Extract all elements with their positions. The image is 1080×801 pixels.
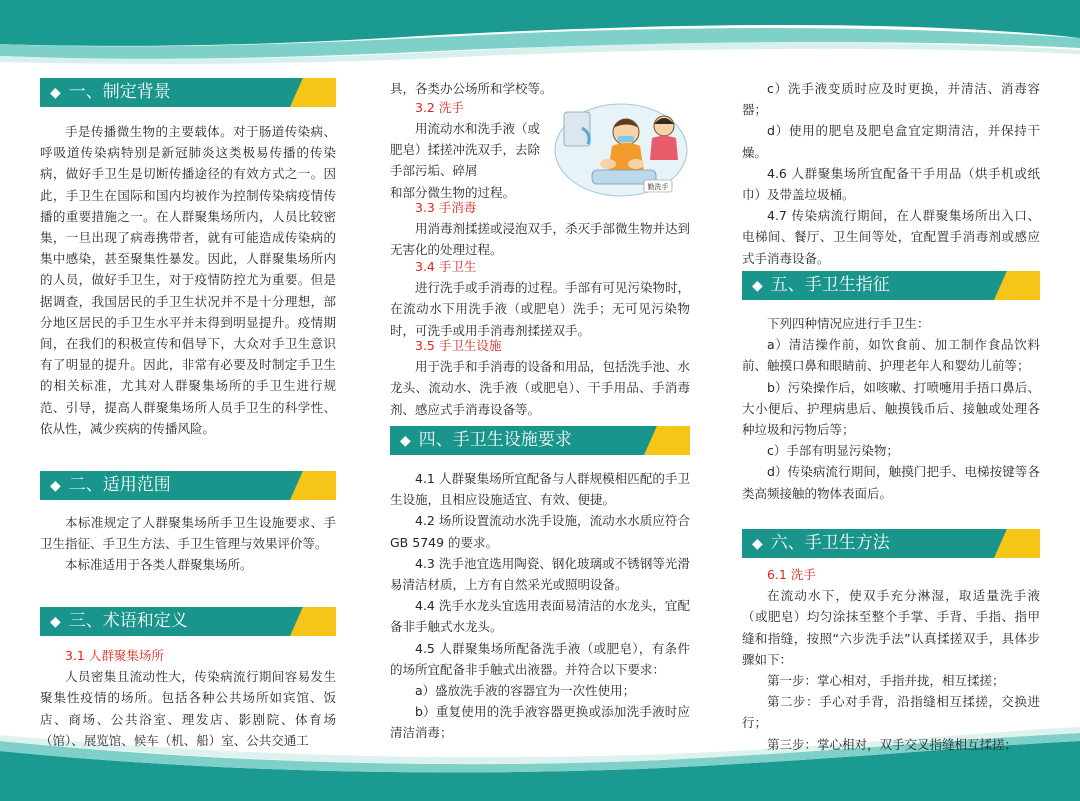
indication-c: c）手部有明显污染物；	[767, 443, 899, 459]
term-3-4-title: 3.4 手卫生	[415, 259, 477, 274]
term-3-3-title: 3.3 手消毒	[415, 200, 477, 215]
req-4-5: 4.5 人群聚集场所配备洗手液（或肥皂），有条件的场所宜配备非手触式出液器。并符合以下要求：	[390, 640, 690, 677]
section-2-header	[40, 471, 336, 500]
req-4-7: 4.7 传染病流行期间，在人群聚集场所出入口、电梯间、餐厅、卫生间等处，宜配置手消毒剂或感应式手消毒设备。	[742, 208, 1040, 266]
indication-a: a）清洁操作前，如饮食前、加工制作食品饮料前、触摸口鼻和眼睛前、护理老年人和婴幼儿前等；	[742, 337, 1040, 374]
req-4-5-a: a）盛放洗手液的容器宜为一次性使用；	[415, 683, 636, 699]
section-5-body	[742, 313, 1040, 504]
method-6-1-title: 6.1 洗手	[767, 567, 816, 582]
step-2: 第二步：手心对手背，沿指缝相互揉搓，交换进行；	[742, 694, 1040, 731]
section-5-header	[742, 271, 1040, 300]
section-1-header	[40, 78, 336, 107]
scope-paragraph-1: 本标准规定了人群聚集场所手卫生设施要求、手卫生指征、手卫生方法、手卫生管理与效果评价等。	[40, 515, 336, 552]
indication-d: d）传染病流行期间，触摸门把手、电梯按键等各类高频接触的物体表面后。	[742, 464, 1040, 501]
section-3-title: 三、术语和定义	[68, 611, 188, 631]
req-4-1: 4.1 人群聚集场所宜配备与人群规模相匹配的手卫生设施，且相应设施适宜、有效、便捷。	[390, 471, 690, 508]
term-3-5-body: 用于洗手和手消毒的设备和用品，包括洗手池、水龙头、流动水、洗手液（或肥皂）、干手用品、手消毒剂、感应式手消毒设备等。	[390, 359, 691, 417]
section-3-2	[390, 97, 550, 118]
section-4-title: 四、手卫生设施要求	[418, 430, 572, 450]
term-3-1-continued: 具，各类办公场所和学校等。	[390, 81, 553, 96]
section-1-body	[40, 121, 336, 439]
req-4-5-d: d）使用的肥皂及肥皂盒宜定期清洁，并保持干燥。	[742, 123, 1040, 160]
term-3-1-title: 3.1 人群聚集场所	[65, 648, 164, 663]
background-paragraph: 手是传播微生物的主要载体。对于肠道传染病、呼吸道传染病特别是新冠肺炎这类极易传播的传染病，做好手卫生是切断传播途径的有效方式之一。因此，手卫生在国际和国内均被作为控制传染病疫情传播的重要措施之一。在人群聚集场所内，人员比较密集，一旦出现了病毒携带者，就有可能造成传染病的集中感染，甚至聚集性暴发。因此，人群聚集场所内的人员，做好手卫生，对于疫情防控尤为重要。但是据调查，我国居民的手卫生状况并不是十分理想，部分地区居民的手卫生水平并未得到明显提升。疫情期间，在我们的积极宣传和倡导下，大众对手卫生意识有了明显的提升。因此，非常有必要及时制定手卫生的相关标准，尤其对人群聚集场所的手卫生进行规范、引导，提高人群聚集场所人员手卫生的科学性、依从性，减少疾病的传播风险。	[40, 124, 336, 436]
diamond-icon: ◆	[50, 85, 61, 101]
method-6-1-body: 在流动水下，使双手充分淋湿，取适量洗手液（或肥皂）均匀涂抹至整个手掌、手背、手指、指甲缝和指缝，按照“六步洗手法”认真揉搓双手，具体步骤如下：	[742, 588, 1040, 667]
section-4-continued	[742, 78, 1040, 269]
term-3-2-title: 3.2 洗手	[415, 100, 464, 115]
section-4-header	[390, 426, 690, 455]
req-4-6: 4.6 人群聚集场所宜配备干手用品（烘手机或纸巾）及带盖垃圾桶。	[742, 165, 1040, 203]
section-3-2-body-wrap	[390, 118, 690, 203]
req-4-5-c: c）洗手液变质时应及时更换，并清洁、消毒容器；	[742, 81, 1040, 118]
section-4-body	[390, 468, 690, 744]
req-4-3: 4.3 洗手池宜选用陶瓷、钢化玻璃或不锈钢等光滑易清洁材质，上方有自然采光或照明设备。	[390, 555, 690, 593]
term-3-5-title: 3.5 手卫生设施	[415, 338, 502, 353]
diamond-icon: ◆	[50, 478, 61, 494]
term-3-4-body: 进行洗手或手消毒的过程。手部有可见污染物时，在流动水下用洗手液（或肥皂）洗手；无可见污染物时，可洗手或用手消毒剂揉搓双手。	[390, 280, 691, 338]
term-3-2-body: 用流动水和洗手液（或肥皂）揉搓冲洗双手，去除手部污垢、碎屑 和部分微生物的过程。	[390, 121, 541, 200]
section-3-header	[40, 607, 336, 636]
step-1: 第一步：掌心相对，手指并拢，相互揉搓；	[767, 673, 1005, 689]
section-3-5	[390, 335, 690, 420]
scope-paragraph-2: 本标准适用于各类人群聚集场所。	[65, 557, 253, 573]
diamond-icon: ◆	[400, 433, 411, 449]
section-2-title: 二、适用范围	[68, 475, 171, 495]
req-4-5-b: b）重复使用的洗手液容器更换或添加洗手液时应清洁消毒；	[390, 704, 690, 741]
section-3-4	[390, 256, 690, 341]
step-3: 第三步：掌心相对，双手交叉指缝相互揉搓；	[767, 736, 1018, 752]
section-3-1	[40, 645, 336, 751]
req-4-4: 4.4 洗手水龙头宜选用表面易清洁的水龙头，宜配备非手触式水龙头。	[390, 598, 690, 635]
term-3-3-body: 用消毒剂揉搓或浸泡双手，杀灭手部微生物并达到无害化的处理过程。	[390, 221, 691, 258]
section-1-title: 一、制定背景	[68, 82, 171, 102]
section-5-title: 五、手卫生指征	[770, 275, 890, 295]
section-3-3	[390, 197, 690, 261]
illustration-label: 勤洗手	[647, 183, 669, 191]
req-4-2: 4.2 场所设置流动水洗手设施，流动水水质应符合 GB 5749 的要求。	[390, 513, 690, 550]
diamond-icon: ◆	[752, 278, 763, 294]
section-6-header	[742, 529, 1040, 558]
indication-intro: 下列四种情况应进行手卫生：	[767, 316, 930, 331]
diamond-icon: ◆	[50, 614, 61, 630]
section-2-body	[40, 512, 336, 576]
diamond-icon: ◆	[752, 536, 763, 552]
section-6-title: 六、手卫生方法	[770, 533, 890, 553]
section-6-body	[742, 564, 1040, 755]
term-3-1-body: 人员密集且流动性大，传染病流行期间容易发生聚集性疫情的场所。包括各种公共场所如宾馆、饭店、商场、公共浴室、理发店、影剧院、体育场（馆）、展览馆、候车（机、船）室、公共交通工	[40, 669, 336, 748]
indication-b: b）污染操作后，如咳嗽、打喷嚏用手捂口鼻后、大小便后、护理病患后、触摸钱币后、接触或处理各种垃圾和污物后等；	[742, 379, 1040, 438]
